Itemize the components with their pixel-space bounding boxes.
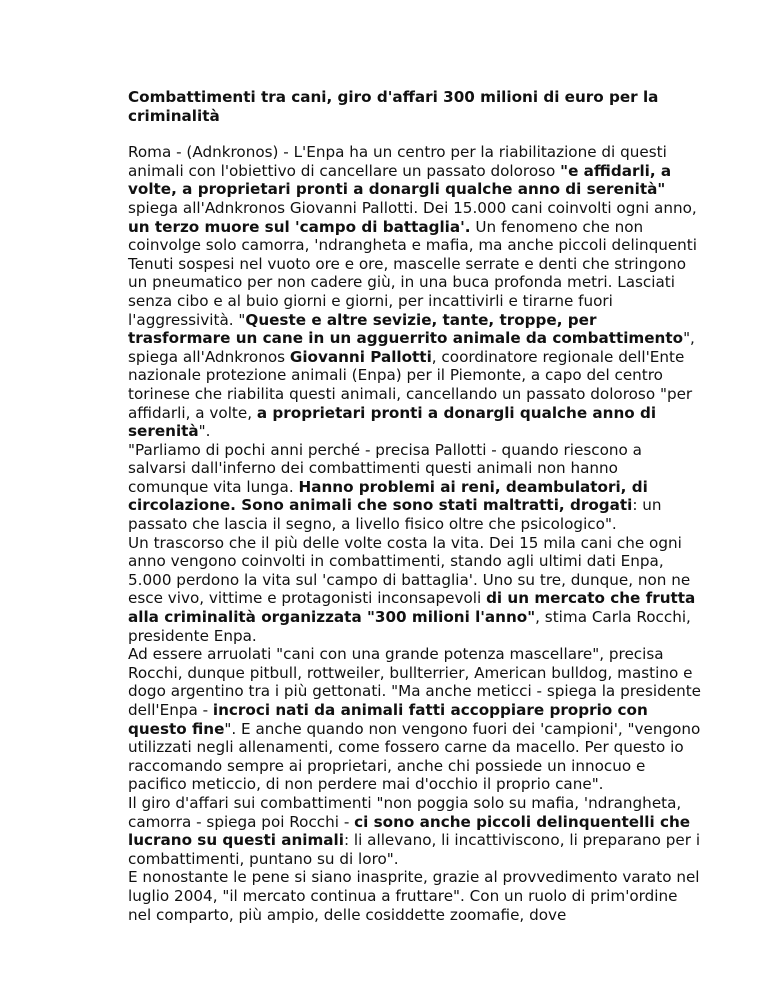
bold-text: incroci nati da animali fatti accoppiare proprio con questo fine <box>128 701 648 738</box>
text-segment: : li allevano, li incattiviscono, li preparano per i combattimenti, puntano su di loro". <box>128 831 701 868</box>
text-segment: Ad essere arruolati "cani con una grande potenza mascellare", precisa Rocchi, dunque pitbull, rottweiler, bullterrier, American bulldog, mastino e dogo argentino tra i più gettonati. "Ma anche meticci - spiega la presidente dell'Enpa - <box>128 645 702 719</box>
text-segment: E nonostante le pene si siano inasprite, grazie al provvedimento varato nel luglio 2004, "il mercato continua a fruttare". Con un ruolo di prim'ordine nel comparto, più ampio, delle cosiddette zoomafie, dove <box>128 868 700 924</box>
article <box>128 88 703 924</box>
article-paragraph <box>128 143 703 255</box>
article-paragraph <box>128 441 703 534</box>
bold-text: a proprietari pronti a donargli qualche anno di serenità <box>128 403 657 441</box>
text-segment: : un passato che lascia il segno, a livello fisico oltre che psicologico". <box>128 496 662 534</box>
text-segment: "Parliamo di pochi anni perché - precisa Pallotti - quando riescono a salvarsi dall'inferno dei combattimenti questi animali non hanno comunque vita lunga. <box>128 440 642 496</box>
text-segment: Un trascorso che il più delle volte costa la vita. Dei 15 mila cani che ogni anno vengono coinvolti in combattimenti, stando agli ultimi dati Enpa, 5.000 perdono la vita sul 'campo di battaglia'. Uno su tre, dunque, non ne esce vivo, vittime e protagonisti inconsapevoli <box>128 533 691 608</box>
bold-text: Queste e altre sevizie, tante, troppe, per trasformare un cane in un agguerrito animale da combattimento <box>128 310 684 348</box>
text-segment: ". E anche quando non vengono fuori dei 'campioni', "vengono utilizzati negli allenamenti, come fossero carne da macello. Per questo io raccomando sempre ai proprietari, anche chi possiede un innocuo e pacifico meticcio, di non perdere mai d'occhio il proprio cane". <box>128 719 701 794</box>
text-segment: Un fenomeno che non coinvolge solo camorra, 'ndrangheta e mafia, ma anche piccoli delinquenti <box>128 217 697 255</box>
text-segment: spiega all'Adnkronos Giovanni Pallotti. Dei 15.000 cani coinvolti ogni anno, <box>128 198 697 217</box>
article-paragraph <box>128 534 703 646</box>
bold-text: "e affidarli, a volte, a proprietari pronti a donargli qualche anno di serenità" <box>128 161 672 199</box>
bold-text: un terzo muore sul 'campo di battaglia'. <box>128 217 471 236</box>
text-segment: ", spiega all'Adnkronos <box>128 329 695 366</box>
bold-text: Hanno problemi ai reni, deambulatori, di circolazione. Sono animali che sono stati maltratti, drogati <box>128 477 648 515</box>
article-paragraph <box>128 255 703 441</box>
bold-text: ci sono anche piccoli delinquentelli che lucrano su questi animali <box>128 812 691 850</box>
text-segment: ". <box>198 422 211 441</box>
bold-text: di un mercato che frutta alla criminalità organizzata "300 milioni l'anno" <box>128 589 696 627</box>
text-segment: Il giro d'affari sui combattimenti "non poggia solo su mafia, 'ndrangheta, camorra - spiega poi Rocchi - <box>128 793 682 831</box>
text-segment: Roma - (Adnkronos) - L'Enpa ha un centro per la riabilitazione di questi animali con l'obiettivo di cancellare un passato doloroso <box>128 143 667 180</box>
text-segment: , coordinatore regionale dell'Ente nazionale protezione animali (Enpa) per il Piemonte, a capo del centro torinese che riabilita questi animali, cancellando un passato doloroso "per affidarli, a volte, <box>128 347 693 422</box>
article-body <box>128 143 703 924</box>
text-segment: Tenuti sospesi nel vuoto ore e ore, mascelle serrate e denti che stringono un pneumatico per non cadere giù, in una buca profonda metri. Lasciati senza cibo e al buio giorni e giorni, per incattivirli e tirarne fuori l'aggressività. " <box>128 254 687 329</box>
article-paragraph <box>128 645 703 794</box>
text-segment: , stima Carla Rocchi, presidente Enpa. <box>128 608 691 645</box>
article-paragraph <box>128 868 703 924</box>
article-title: Combattimenti tra cani, giro d'affari 300 milioni di euro per la criminalità <box>128 88 659 125</box>
bold-text: Giovanni Pallotti <box>289 347 432 366</box>
article-paragraph <box>128 794 703 868</box>
